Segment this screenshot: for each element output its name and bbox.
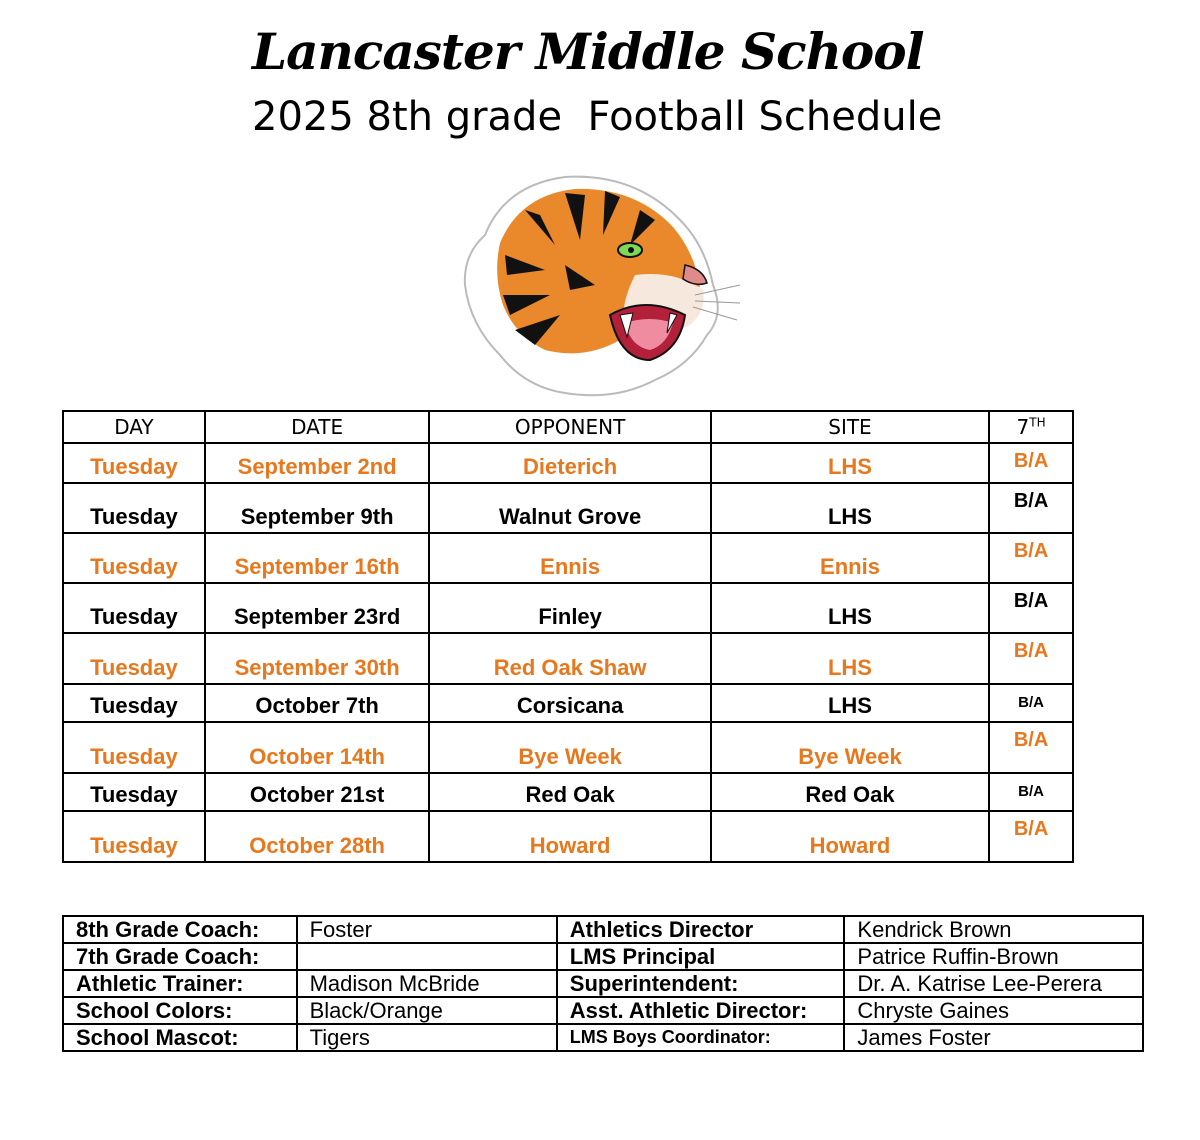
row-date: September 2nd <box>205 443 430 483</box>
row-site: Ennis <box>711 533 989 583</box>
row-date: September 23rd <box>205 583 430 633</box>
row-site: Red Oak <box>711 773 989 811</box>
info-row <box>63 943 1143 970</box>
row-date: October 28th <box>205 811 430 862</box>
row-day: Tuesday <box>63 443 205 483</box>
row-seventh: B/A <box>989 811 1073 862</box>
row-seventh: B/A <box>989 533 1073 583</box>
row-site: LHS <box>711 684 989 722</box>
info-label: LMS Boys Coordinator: <box>557 1024 845 1051</box>
row-opponent: Bye Week <box>429 722 710 773</box>
col-opponent: OPPONENT <box>429 411 710 443</box>
table-row <box>63 443 1073 483</box>
row-seventh: B/A <box>989 684 1073 722</box>
row-date: October 14th <box>205 722 430 773</box>
school-title: Lancaster Middle School <box>252 22 924 81</box>
info-value: James Foster <box>844 1024 1143 1051</box>
row-seventh: B/A <box>989 722 1073 773</box>
row-site: LHS <box>711 583 989 633</box>
table-row <box>63 583 1073 633</box>
row-site: LHS <box>711 443 989 483</box>
schedule-table <box>62 410 1074 863</box>
row-date: October 21st <box>205 773 430 811</box>
row-date: October 7th <box>205 684 430 722</box>
info-row <box>63 916 1143 943</box>
row-seventh: B/A <box>989 483 1073 533</box>
info-value: Patrice Ruffin-Brown <box>844 943 1143 970</box>
info-label: 7th Grade Coach: <box>63 943 297 970</box>
row-day: Tuesday <box>63 684 205 722</box>
info-value: Chryste Gaines <box>844 997 1143 1024</box>
schedule-subtitle: 2025 8th grade Football Schedule <box>252 94 943 140</box>
col-day: DAY <box>63 411 205 443</box>
row-site: LHS <box>711 633 989 684</box>
table-row <box>63 811 1073 862</box>
row-opponent: Red Oak Shaw <box>429 633 710 684</box>
row-opponent: Walnut Grove <box>429 483 710 533</box>
info-row <box>63 1024 1143 1051</box>
row-opponent: Ennis <box>429 533 710 583</box>
info-label: School Colors: <box>63 997 297 1024</box>
info-label: School Mascot: <box>63 1024 297 1051</box>
row-opponent: Finley <box>429 583 710 633</box>
table-row <box>63 722 1073 773</box>
table-row <box>63 684 1073 722</box>
col-site: SITE <box>711 411 989 443</box>
col-date: DATE <box>205 411 430 443</box>
info-value: Foster <box>297 916 557 943</box>
col-seventh-suffix: TH <box>1029 415 1046 430</box>
info-label: Athletic Trainer: <box>63 970 297 997</box>
col-seventh-number: 7 <box>1016 415 1030 439</box>
row-seventh: B/A <box>989 443 1073 483</box>
info-label: LMS Principal <box>557 943 845 970</box>
row-opponent: Red Oak <box>429 773 710 811</box>
info-value: Dr. A. Katrise Lee-Perera <box>844 970 1143 997</box>
info-value: Madison McBride <box>297 970 557 997</box>
table-row <box>63 633 1073 684</box>
info-label: Asst. Athletic Director: <box>557 997 845 1024</box>
staff-info-table <box>62 915 1144 1052</box>
row-seventh: B/A <box>989 633 1073 684</box>
info-value: Kendrick Brown <box>844 916 1143 943</box>
row-day: Tuesday <box>63 633 205 684</box>
row-date: September 30th <box>205 633 430 684</box>
info-value: Tigers <box>297 1024 557 1051</box>
row-date: September 9th <box>205 483 430 533</box>
row-opponent: Howard <box>429 811 710 862</box>
info-label: Athletics Director <box>557 916 845 943</box>
info-row <box>63 997 1143 1024</box>
row-opponent: Corsicana <box>429 684 710 722</box>
row-day: Tuesday <box>63 773 205 811</box>
table-row <box>63 483 1073 533</box>
row-day: Tuesday <box>63 483 205 533</box>
row-site: LHS <box>711 483 989 533</box>
info-label: 8th Grade Coach: <box>63 916 297 943</box>
row-seventh: B/A <box>989 773 1073 811</box>
col-seventh <box>989 411 1073 443</box>
row-opponent: Dieterich <box>429 443 710 483</box>
row-day: Tuesday <box>63 722 205 773</box>
row-seventh: B/A <box>989 583 1073 633</box>
info-row <box>63 970 1143 997</box>
row-date: September 16th <box>205 533 430 583</box>
tiger-head-icon <box>445 165 745 405</box>
info-value <box>297 943 557 970</box>
row-site: Bye Week <box>711 722 989 773</box>
table-row <box>63 533 1073 583</box>
row-site: Howard <box>711 811 989 862</box>
schedule-header-row <box>63 411 1073 443</box>
row-day: Tuesday <box>63 583 205 633</box>
row-day: Tuesday <box>63 533 205 583</box>
row-day: Tuesday <box>63 811 205 862</box>
info-label: Superintendent: <box>557 970 845 997</box>
info-value: Black/Orange <box>297 997 557 1024</box>
table-row <box>63 773 1073 811</box>
